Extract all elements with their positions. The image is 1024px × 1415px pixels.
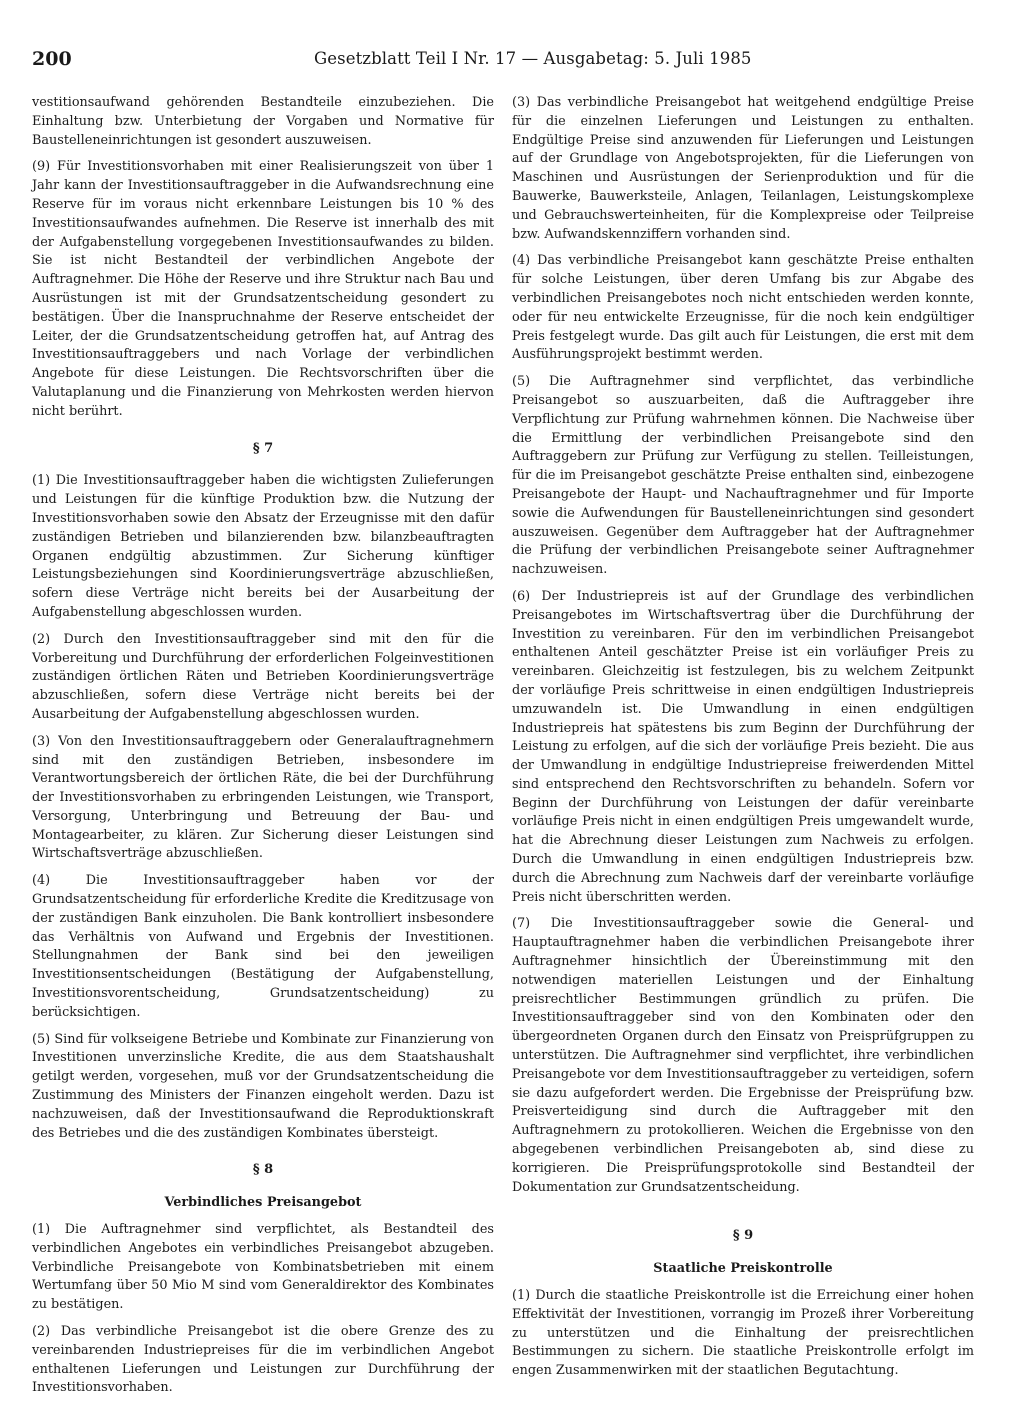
section-8-paragraph-1: (1) Die Auftragnehmer sind verpflichtet, als Bestandteil des verbindlichen Angebotes ein verbindliches Preisangebot abzugeben. Verbindliche Preisangebote von Kombinatsbetrieben mit einem Wertumfang über 50 Mio M sind vom Generaldirektor des Kombinates zu bestätigen. bbox=[32, 1222, 494, 1313]
section-9-paragraph-1: (1) Durch die staatliche Preiskontrolle ist die Erreichung einer hohen Effektivität der Investitionen, vorrangig im Prozeß ihrer Vorbereitung zu unterstützen und die Einhaltung der preisrechtlichen Bestimmungen zu sichern. Die staatliche Preiskontrolle erfolgt im engen Zusammenwirken mit der staatlichen Begutachtung. bbox=[512, 1288, 974, 1379]
header-title: Gesetzblatt Teil I Nr. 17 — Ausgabetag: 5. Juli 1985 bbox=[314, 49, 752, 68]
section-8-heading: § 8 bbox=[252, 1162, 274, 1178]
section-7-paragraph-2: (2) Durch den Investitionsauftraggeber sind mit den für die Vorbereitung und Durchführung der erforderlichen Folgeinvestitionen zuständigen örtlichen Räten und Betrieben Koordinierungsverträge abzuschließen, sofern diese Verträge nicht bereits bei der Ausarbeitung der Aufgabenstellung abgeschlossen wurden. bbox=[32, 631, 494, 722]
section-8-paragraph-4: (4) Das verbindliche Preisangebot kann geschätzte Preise enthalten für solche Leistungen, über deren Umfang bis zur Abgabe des verbindlichen Preisangebotes noch nicht entschieden werden konnte, oder für neu entwickelte Erzeugnisse, für die noch kein endgültiger Preis festgelegt wurde. Das gilt auch für Leistungen, die erst mit dem Ausführungsprojekt bestimmt werden. bbox=[512, 253, 974, 363]
section-8-paragraph-2: (2) Das verbindliche Preisangebot ist die obere Grenze des zu vereinbarenden Industriepreises für die im verbindlichen Angebot enthaltenen Lieferungen und Leistungen zur Durchführung der Investitionsvorhaben. bbox=[32, 1324, 494, 1396]
paragraph-continuation: vestitionsaufwand gehörenden Bestandteile einzubeziehen. Die Einhaltung bzw. Unterbietung der Vorgaben und Normative für Baustelleneinrichtungen ist gesondert auszuweisen. bbox=[32, 95, 494, 148]
section-7-paragraph-4: (4) Die Investitionsauftraggeber haben vor der Grundsatzentscheidung für erforderliche Kredite die Kreditzusage von der zuständigen Bank einzuholen. Die Bank kontrolliert insbesondere das Verhältnis von Aufwand und Ergebnis der Investitionen. Stellungnahmen der Bank sind bei den jeweiligen Investitionsentscheidungen (Bestätigung der Aufgabenstellung, Investitionsvorentscheidung, Grundsatzentscheidung) zu berücksichtigen. bbox=[32, 873, 494, 1020]
section-8-paragraph-5: (5) Die Auftragnehmer sind verpflichtet, das verbindliche Preisangebot so auszuarbeiten, daß die Auftraggeber ihre Verpflichtung zur Prüfung wahrnehmen können. Die Nachweise über die Ermittlung der verbindlichen Preisangebote sind den Auftraggebern zur Prüfung zur Verfügung zu stellen. Teilleistungen, für die im Preisangebot geschätzte Preise enthalten sind, einbezogene Preisangebote der Haupt- und Nachauftragnehmer und für Importe sowie die Aufwendungen für Baustelleneinrichtungen sind gesondert auszuweisen. Gegenüber dem Auftraggeber hat der Auftragnehmer die Prüfung der verbindlichen Preisangebote seiner Auftragnehmer nachzuweisen. bbox=[512, 374, 974, 578]
section-9-heading: § 9 bbox=[732, 1228, 754, 1244]
section-7-paragraph-5: (5) Sind für volkseigene Betriebe und Kombinate zur Finanzierung von Investitionen unverzinsliche Kredite, die aus dem Staatshaushalt getilgt werden, vorgesehen, muß vor der Grundsatzentscheidung die Zustimmung des Ministers der Finanzen eingeholt werden. Dazu ist nachzuweisen, daß der Investitionsaufwand die Reproduktionskraft des Betriebes und die des zuständigen Kombinates übersteigt. bbox=[32, 1031, 494, 1141]
section-8-paragraph-7: (7) Die Investitionsauftraggeber sowie die General- und Hauptauftragnehmer haben die verbindlichen Preisangebote ihrer Auftragnehmer hinsichtlich der Übereinstimmung mit den notwendigen materiellen Leistungen und der Einhaltung preisrechtlicher Bestimmungen gründlich zu prüfen. Die Investitionsauftraggeber sind von den Kombinaten oder den übergeordneten Organen durch den Einsatz von Preisprüfgruppen zu unterstützen. Die Auftragnehmer sind verpflichtet, ihre verbindlichen Preisangebote vor dem Investitionsauftraggeber zu verteidigen, sofern sie dazu aufgefordert werden. Die Ergebnisse der Preisprüfung bzw. Preisverteidigung sind durch die Auftraggeber mit den Auftragnehmern zu protokollieren. Weichen die Ergebnisse von den abgegebenen verbindlichen Preisangeboten ab, sind diese zu korrigieren. Die Preisprüfungsprotokolle sind Bestandteil der Dokumentation zur Grundsatzentscheidung. bbox=[512, 916, 974, 1195]
left-column bbox=[32, 94, 494, 1406]
section-8-paragraph-3: (3) Das verbindliche Preisangebot hat weitgehend endgültige Preise für die einzelnen Lieferungen und Leistungen zu enthalten. Endgültige Preise sind anzuwenden für Lieferungen und Leistungen auf der Grundlage von Angebotsprojekten, für die Lieferungen von Maschinen und Ausrüstungen der Serienproduktion und für die Bauwerke, Bauwerksteile, Anlagen, Teilanlagen, Leistungskomplexe und Gebrauchswerteinheiten, für die Komplexpreise oder Teilpreise bzw. Aufwandskennziffern vorhanden sind. bbox=[512, 95, 974, 242]
section-9-title: Staatliche Preiskontrolle bbox=[653, 1261, 833, 1277]
section-7-heading: § 7 bbox=[252, 440, 274, 456]
page-header bbox=[32, 46, 994, 76]
page-number: 200 bbox=[32, 48, 72, 70]
section-8-paragraph-6: (6) Der Industriepreis ist auf der Grundlage des verbindlichen Preisangebotes im Wirtschaftsvertrag über die Durchführung der Investition zu vereinbaren. Für den im verbindlichen Preisangebot enthaltenen Anteil geschätzter Preise ist ein vorläufiger Preis zu vereinbaren. Gleichzeitig ist festzulegen, bis zu welchem Zeitpunkt der vorläufige Preis schrittweise in einen endgültigen Industriepreis umzuwandeln ist. Die Umwandlung in einen endgültigen Industriepreis hat spätestens bis zum Beginn der Durchführung der Leistung zu erfolgen, auf die sich der vorläufige Preis bezieht. Die aus der Umwandlung in endgültige Industriepreise freiwerdenden Mittel sind entsprechend den Rechtsvorschriften zu behandeln. Sofern vor Beginn der Durchführung von Leistungen der dafür vereinbarte vorläufige Preis nicht in einen endgültigen Preis umgewandelt wurde, hat die Abrechnung dieser Leistungen zum Nachweis zu erfolgen. Durch die Umwandlung in einen endgültigen Industriepreis bzw. durch die Abrechnung zum Nachweis darf der vereinbarte vorläufige Preis nicht überschritten werden. bbox=[512, 588, 974, 905]
section-7-paragraph-3: (3) Von den Investitionsauftraggebern oder Generalauftragnehmern sind mit den zuständigen Betrieben, insbesondere im Verantwortungsbereich der örtlichen Räte, die bei der Durchführung der Investitionsvorhaben zu erbringenden Leistungen, wie Transport, Versorgung, Unterbringung und Betreuung der Bau- und Montagearbeiter, zu klären. Zur Sicherung dieser Leistungen sind Wirtschaftsverträge abzuschließen. bbox=[32, 733, 494, 862]
paragraph-9: (9) Für Investitionsvorhaben mit einer Realisierungszeit von über 1 Jahr kann der Investitionsauftraggeber in die Aufwandsrechnung eine Reserve für im voraus nicht erkennbare Leistungen bis 10 % des Investitionsaufwandes aufnehmen. Die Reserve ist innerhalb des mit der Aufgabenstellung vorgegebenen Investitionsaufwandes zu bilden. Sie ist nicht Bestandteil der verbindlichen Angebote der Auftragnehmer. Die Höhe der Reserve und ihre Struktur nach Bau und Ausrüstungen ist mit der Grundsatzentscheidung gesondert zu bestätigen. Über die Inanspruchnahme der Reserve entscheidet der Leiter, der die Grundsatzentscheidung getroffen hat, auf Antrag des Investitionsauftraggebers und nach Vorlage der verbindlichen Angebote für diese Leistungen. Die Rechtsvorschriften über die Valutaplanung und die Finanzierung von Mehrkosten werden hiervon nicht berührt. bbox=[32, 159, 494, 419]
section-7-paragraph-1: (1) Die Investitionsauftraggeber haben die wichtigsten Zulieferungen und Leistungen für die künftige Produktion bzw. die Nutzung der Investitionsvorhaben sowie den Absatz der Erzeugnisse mit den dafür zuständigen Betrieben und bilanzierenden bzw. bilanzbeauftragten Organen endgültig abzustimmen. Zur Sicherung künftiger Leistungsbeziehungen sind Koordinierungsverträge abzuschließen, sofern diese Verträge nicht bereits bei der Ausarbeitung der Aufgabenstellung abgeschlossen wurden. bbox=[32, 473, 494, 620]
section-8-title: Verbindliches Preisangebot bbox=[164, 1195, 362, 1211]
right-column bbox=[512, 94, 974, 1389]
